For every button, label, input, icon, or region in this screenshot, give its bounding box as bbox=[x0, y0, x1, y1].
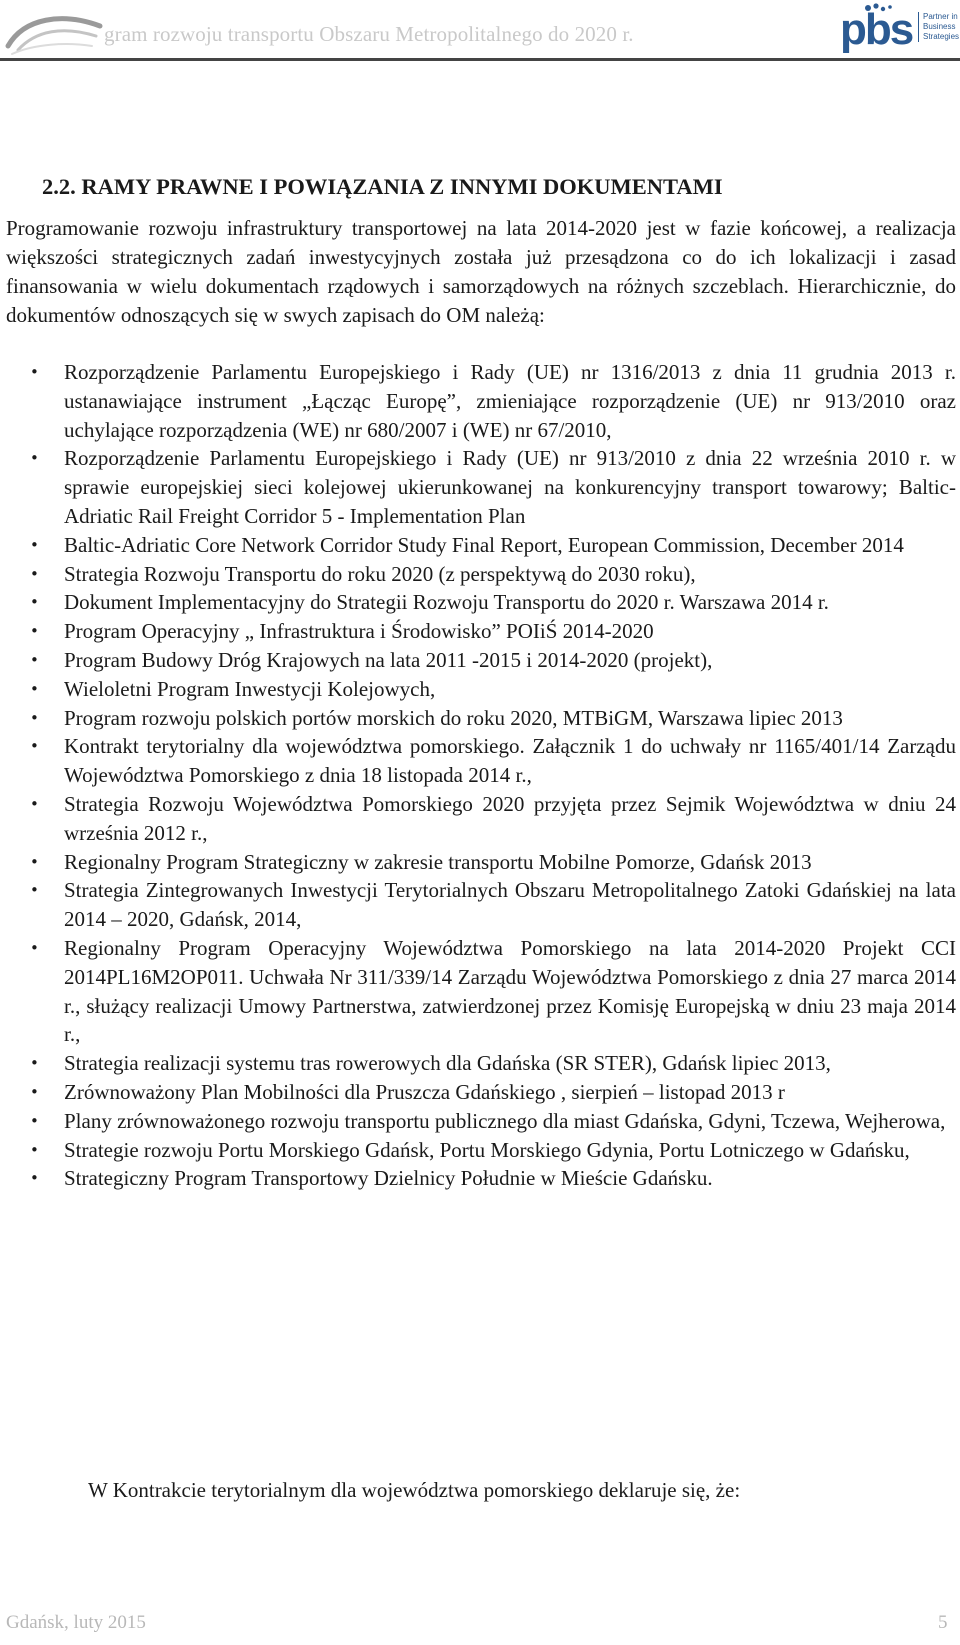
list-item-text: Regionalny Program Operacyjny Województwa Pomorskiego na lata 2014-2020 Projekt CCI 2014PL16M2OP011. Uchwała Nr 311/339/14 Zarządu Województwa Pomorskiego z dnia 27 marca 2014 r., służący realizacji Umowy Partnerstwa, zatwierdzonej przez Komisję Europejską w dniu 23 maja 2014 r., bbox=[64, 935, 956, 1047]
list-item bbox=[6, 876, 956, 934]
bullet-icon: • bbox=[30, 363, 39, 381]
footer-date: Gdańsk, luty 2015 bbox=[6, 1612, 146, 1633]
intro-paragraph bbox=[6, 214, 956, 330]
bullet-icon: • bbox=[30, 564, 39, 583]
closing-paragraph: W Kontrakcie terytorialnym dla województwa pomorskiego deklaruje się, że: bbox=[88, 1478, 741, 1502]
list-item bbox=[6, 646, 956, 675]
bullet-icon: • bbox=[30, 938, 39, 957]
bullet-icon: • bbox=[30, 1054, 39, 1073]
list-item-text: Program Budowy Dróg Krajowych na lata 2011 -2015 i 2014-2020 (projekt), bbox=[64, 647, 713, 672]
list-item bbox=[6, 444, 956, 530]
page-number: 5 bbox=[938, 1612, 948, 1633]
list-item-text: Rozporządzenie Parlamentu Europejskiego i Rady (UE) nr 1316/2013 z dnia 11 grudnia 2013 r. ustanawiające instrument „Łącząc Europę”, zmieniające rozporządzenie (UE) nr 913/2010 oraz uchylające rozporządzenia (WE) nr 680/2007 i (WE) nr 67/2010, bbox=[64, 360, 956, 442]
list-item bbox=[6, 1164, 956, 1193]
list-item bbox=[6, 790, 956, 848]
list-item bbox=[6, 732, 956, 790]
list-item bbox=[6, 1136, 956, 1165]
list-item-text: Strategia realizacji systemu tras rowerowych dla Gdańska (SR STER), Gdańsk lipiec 2013, bbox=[64, 1051, 831, 1076]
list-item-text: Strategia Rozwoju Transportu do roku 2020 (z perspektywą do 2030 roku), bbox=[64, 561, 696, 586]
list-item bbox=[6, 675, 956, 704]
section-heading: 2.2. RAMY PRAWNE I POWIĄZANIA Z INNYMI DOKUMENTAMI bbox=[42, 174, 723, 199]
bullet-icon: • bbox=[30, 881, 39, 900]
list-item bbox=[6, 1078, 956, 1107]
bullet-icon: • bbox=[30, 1140, 39, 1159]
list-item bbox=[6, 1107, 956, 1136]
intro-text-a: Programowanie rozwoju infrastruktury transportowej na lata 2014-2020 jest w fazie końcowej, a realizacja większości strategicznych zadań inwestycyjnych została już przesądzona co do ich lokalizacji i zasad finansowania w wielu dokumentach rządowych i samorządowych na różnych szczeblach. bbox=[6, 216, 956, 298]
list-item-text: Strategiczny Program Transportowy Dzielnicy Południe w Mieście Gdańsku. bbox=[64, 1166, 713, 1191]
list-item-text: Dokument Implementacyjny do Strategii Rozwoju Transportu do 2020 r. Warszawa 2014 r. bbox=[64, 590, 829, 615]
list-item-text: Rozporządzenie Parlamentu Europejskiego i Rady (UE) nr 913/2010 z dnia 22 września 2010 r. w sprawie europejskiej sieci kolejowej ukierunkowanej na konkurencyjny transport towarowy; Baltic-Adriatic Rail Freight Corridor 5 - Implementation Plan bbox=[64, 446, 956, 528]
list-item-text: Strategia Zintegrowanych Inwestycji Terytorialnych Obszaru Metropolitalnego Zatoki Gdańskiej na lata 2014 – 2020, Gdańsk, 2014, bbox=[64, 878, 956, 932]
list-item bbox=[6, 848, 956, 877]
pbs-logo bbox=[840, 2, 958, 58]
list-item-text: Program rozwoju polskich portów morskich do roku 2020, MTBiGM, Warszawa lipiec 2013 bbox=[64, 705, 843, 730]
list-item bbox=[6, 560, 956, 589]
bullet-icon: • bbox=[30, 1169, 39, 1188]
list-item-text: Program Operacyjny „ Infrastruktura i Środowisko” POIiŚ 2014-2020 bbox=[64, 619, 654, 644]
list-item-text: Baltic-Adriatic Core Network Corridor Study Final Report, European Commission, December 2014 bbox=[64, 532, 904, 557]
list-item-text: Strategie rozwoju Portu Morskiego Gdańsk, Portu Morskiego Gdynia, Portu Lotniczego w Gdańsku, bbox=[64, 1137, 910, 1162]
bullet-icon: • bbox=[30, 794, 39, 813]
bullet-icon: • bbox=[30, 1082, 39, 1101]
bullet-icon: • bbox=[30, 535, 39, 554]
list-item bbox=[6, 704, 956, 733]
bullet-icon: • bbox=[30, 852, 39, 871]
list-item-text: Strategia Rozwoju Województwa Pomorskiego 2020 przyjęta przez Sejmik Województwa w dniu 24 września 2012 r., bbox=[64, 791, 956, 845]
bullet-icon: • bbox=[30, 708, 39, 727]
bullet-icon: • bbox=[30, 650, 39, 669]
list-item-text: Regionalny Program Strategiczny w zakresie transportu Mobilne Pomorze, Gdańsk 2013 bbox=[64, 849, 812, 874]
list-item bbox=[6, 1049, 956, 1078]
pbs-tagline: Partner in Business Strategies bbox=[918, 12, 958, 42]
bullet-icon: • bbox=[30, 679, 39, 698]
bullet-icon: • bbox=[30, 737, 39, 756]
bullet-icon: • bbox=[30, 449, 39, 468]
list-item bbox=[6, 588, 956, 617]
list-item-text: Wieloletni Program Inwestycji Kolejowych, bbox=[64, 676, 436, 701]
metropolitan-swoosh-logo bbox=[4, 6, 104, 58]
bullet-icon: • bbox=[30, 593, 39, 612]
header-divider bbox=[0, 58, 960, 61]
list-item bbox=[6, 358, 956, 444]
list-item-text: Zrównoważony Plan Mobilności dla Pruszcza Gdańskiego , sierpień – listopad 2013 r bbox=[64, 1079, 785, 1104]
bullet-icon: • bbox=[30, 622, 39, 641]
intro-text-b: Hierarchicznie, do dokumentów odnoszących się w swych zapisach do OM należą: bbox=[6, 274, 956, 327]
pbs-brand-text: pbs bbox=[840, 5, 913, 54]
list-item bbox=[6, 617, 956, 646]
page-header bbox=[0, 0, 960, 62]
list-item-text: Kontrakt terytorialny dla województwa pomorskiego. Załącznik 1 do uchwały nr 1165/401/14 Zarządu Województwa Pomorskiego z dnia 18 listopada 2014 r., bbox=[64, 734, 956, 788]
header-title: gram rozwoju transportu Obszaru Metropolitalnego do 2020 r. bbox=[104, 22, 634, 46]
list-item bbox=[6, 934, 956, 1049]
list-item-text: Plany zrównoważonego rozwoju transportu publicznego dla miast Gdańska, Gdyni, Tczewa, Wejherowa, bbox=[64, 1108, 946, 1133]
bullet-icon: • bbox=[30, 1111, 39, 1130]
documents-list bbox=[6, 358, 956, 1193]
list-item bbox=[6, 531, 956, 560]
